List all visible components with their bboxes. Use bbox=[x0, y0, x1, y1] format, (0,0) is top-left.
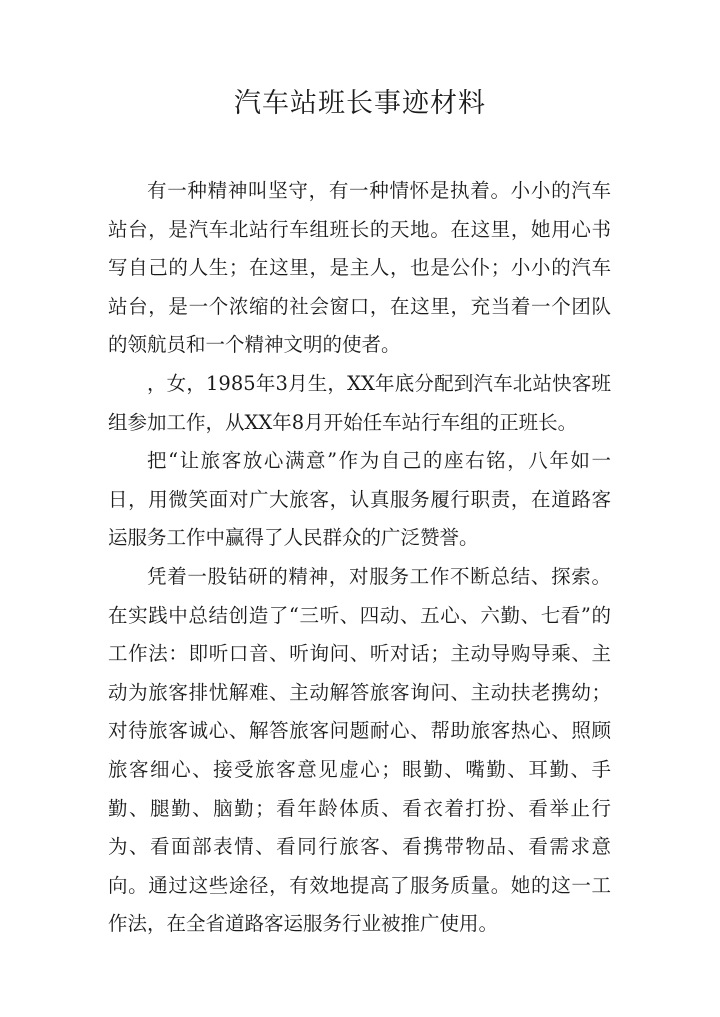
paragraph-4: 凭着一股钻研的精神，对服务工作不断总结、探索。在实践中总结创造了“三听、四动、五心、六勤、七看”的工作法：即听口音、听询问、听对话；主动导购导乘、主动为旅客排忧解难、主动解答旅客询问、主动扶老携幼；对待旅客诚心、解答旅客问题耐心、帮助旅客热心、照顾旅客细心、接受旅客意见虚心；眼勤、嘴勤、耳勤、手勤、腿勤、脑勤；看年龄体质、看衣着打扮、看举止行为、看面部表情、看同行旅客、看携带物品、看需求意向。通过这些途径，有效地提高了服务质量。她的这一工作法，在全省道路客运服务行业被推广使用。 bbox=[108, 564, 611, 936]
paragraph-2: ，女，1985年3月生，XX年底分配到汽车北站快客班组参加工作，从XX年8月开始任车站行车组的正班长。 bbox=[108, 371, 611, 434]
document-title: 汽车站班长事迹材料 bbox=[234, 88, 486, 119]
document-body bbox=[108, 172, 611, 944]
paragraph-3: 把“让旅客放心满意”作为自己的座右铭，八年如一日，用微笑面对广大旅客，认真服务履行职责，在道路客运服务工作中赢得了人民群众的广泛赞誉。 bbox=[108, 449, 611, 550]
paragraph-1: 有一种精神叫坚守，有一种情怀是执着。小小的汽车站台，是汽车北站行车组班长的天地。在这里，她用心书写自己的人生；在这里，是主人，也是公仆；小小的汽车站台，是一个浓缩的社会窗口，在这里，充当着一个团队的领航员和一个精神文明的使者。 bbox=[108, 179, 611, 357]
